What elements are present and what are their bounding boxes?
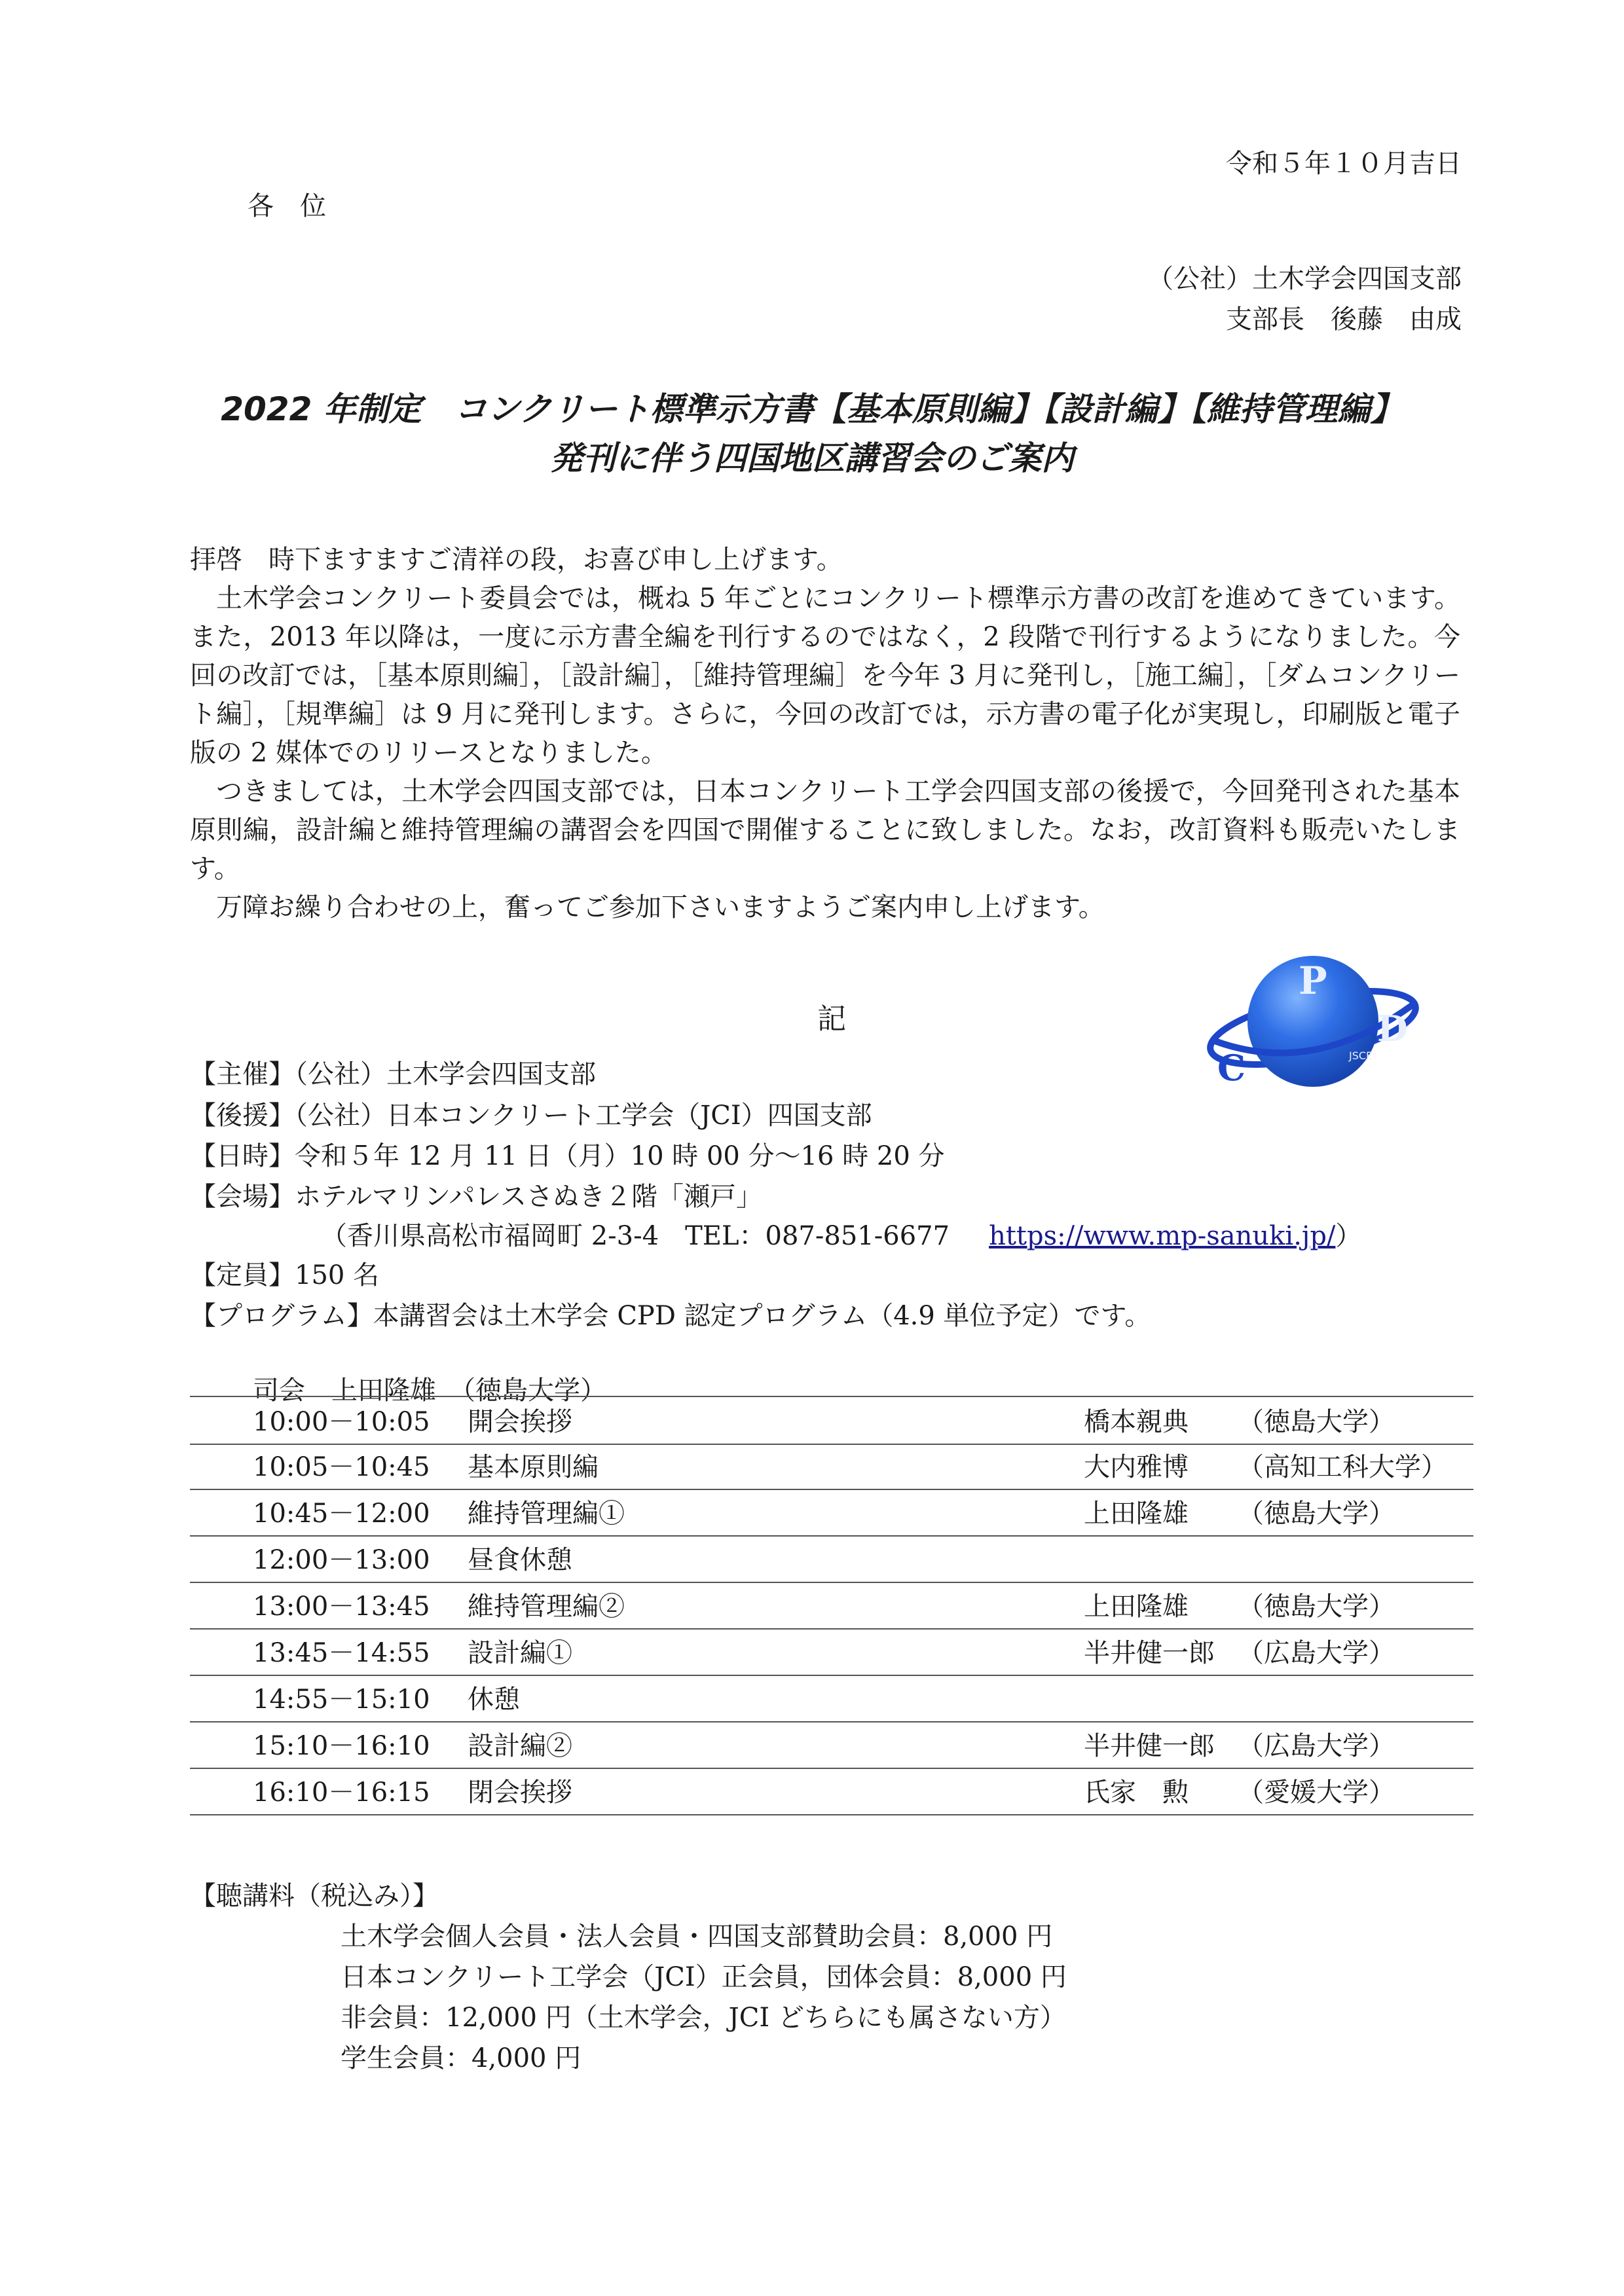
schedule-title: 基本原則編 (468, 1452, 599, 1482)
fee-heading: 【聴講料（税込み）】 (190, 1881, 439, 1911)
sender-org: （公社）土木学会四国支部 (1147, 264, 1462, 294)
schedule-time: 15:10－16:10 (253, 1731, 430, 1761)
schedule-time: 14:55－15:10 (253, 1685, 430, 1715)
fee-item: 日本コンクリート工学会（JCI）正会員，団体会員：8,000 円 (341, 1962, 1067, 1992)
venue-address: （香川県高松市福岡町 2-3-4 TEL：087-851-6677 (321, 1221, 950, 1251)
logo-letter-d: D (1377, 1008, 1408, 1049)
body-paragraph-1: 土木学会コンクリート委員会では，概ね 5 年ごとにコンクリート標準示方書の改訂を進めてきています。また，2013 年以降は，一度に示方書全編を刊行するのではなく，2 段階で刊行するようになりました。今回の改訂では，［基本原則編］，［設計編］，［維持管理編］を今年 3 月に発刊し，［施工編］，［ダムコンクリート編］，［規準編］は 9 月に発刊します。さらに，今回の改訂では，示方書の電子化が実現し，印刷版と電子版の 2 媒体でのリリースとなりました。 (190, 583, 1460, 768)
schedule-row (190, 1768, 1473, 1815)
document-title-line2: 発刊に伴う四国地区講習会のご案内 (550, 439, 1074, 477)
body-paragraph-2: つきましては，土木学会四国支部では，日本コンクリート工学会四国支部の後援で，今回発刊された基本原則編，設計編と維持管理編の講習会を四国で開催することに致しました。なお，改訂資料も販売いたします。 (190, 776, 1460, 884)
schedule-title: 維持管理編② (468, 1592, 625, 1622)
detail-address (321, 1218, 1361, 1254)
detail-host: 【主催】（公社）土木学会四国支部 (190, 1059, 596, 1089)
schedule-row (190, 1721, 1473, 1769)
schedule-speaker: 橋本親典 (1084, 1407, 1189, 1437)
cpd-logo (1202, 943, 1424, 1100)
ki-heading: 記 (817, 1002, 846, 1036)
schedule-title: 休憩 (468, 1685, 520, 1715)
fee-item: 非会員：12,000 円（土木学会，JCI どちらにも属さない方） (341, 2003, 1066, 2033)
fee-item: 学生会員：4,000 円 (341, 2043, 581, 2073)
schedule-chair: 司会 上田隆雄 （徳島大学） (253, 1376, 606, 1406)
detail-capacity: 【定員】150 名 (190, 1260, 380, 1290)
logo-jsce-text: JSCE (1349, 1049, 1373, 1062)
schedule-title: 設計編② (468, 1731, 572, 1761)
fee-item: 土木学会個人会員・法人会員・四国支部賛助会員：8,000 円 (341, 1922, 1053, 1952)
sender-name: 支部長 後藤 由成 (1226, 304, 1462, 335)
schedule-time: 10:45－12:00 (253, 1499, 430, 1529)
schedule-row (190, 1628, 1473, 1676)
schedule-affiliation: （徳島大学） (1238, 1592, 1395, 1622)
schedule-speaker: 氏家 勲 (1084, 1777, 1189, 1808)
schedule-affiliation: （広島大学） (1238, 1731, 1395, 1761)
schedule-affiliation: （徳島大学） (1238, 1499, 1395, 1529)
schedule-speaker: 上田隆雄 (1084, 1592, 1189, 1622)
schedule-affiliation: （徳島大学） (1238, 1407, 1395, 1437)
address-close: ） (1335, 1221, 1362, 1251)
schedule-title: 維持管理編① (468, 1499, 625, 1529)
document-title-line1: 2022 年制定 コンクリート標準示方書【基本原則編】【設計編】【維持管理編】 (221, 390, 1403, 428)
detail-venue: 【会場】ホテルマリンパレスさぬき２階「瀬戸」 (190, 1182, 762, 1212)
body-paragraph-3: 万障お繰り合わせの上，奮ってご参加下さいますようご案内申し上げます。 (216, 892, 1105, 922)
schedule-title: 閉会挨拶 (468, 1777, 572, 1808)
schedule-time: 12:00－13:00 (253, 1545, 430, 1575)
schedule-speaker: 半井健一郎 (1084, 1731, 1215, 1761)
schedule-title: 開会挨拶 (468, 1407, 572, 1437)
schedule-row (190, 1535, 1473, 1583)
schedule-affiliation: （高知工科大学） (1238, 1452, 1447, 1482)
body-text (190, 541, 1460, 927)
schedule-affiliation: （愛媛大学） (1238, 1777, 1395, 1808)
detail-datetime: 【日時】令和５年 12 月 11 日（月）10 時 00 分～16 時 20 分 (190, 1141, 945, 1171)
schedule-row (190, 1396, 1473, 1445)
schedule-speaker: 上田隆雄 (1084, 1499, 1189, 1529)
detail-support: 【後援】（公社）日本コンクリート工学会（JCI）四国支部 (190, 1101, 872, 1131)
schedule-speaker: 大内雅博 (1084, 1452, 1189, 1482)
schedule-title: 昼食休憩 (468, 1545, 572, 1575)
logo-letter-p: P (1299, 958, 1327, 1003)
schedule-row (190, 1675, 1473, 1722)
schedule-affiliation: （広島大学） (1238, 1638, 1395, 1668)
issue-date: 令和５年１０月吉日 (1226, 149, 1462, 179)
addressee: 各 位 (248, 191, 326, 221)
schedule-speaker: 半井健一郎 (1084, 1638, 1215, 1668)
greeting: 拝啓 時下ますますご清祥の段，お喜び申し上げます。 (190, 545, 843, 575)
schedule-time: 10:05－10:45 (253, 1452, 430, 1482)
venue-url-link[interactable]: https://www.mp-sanuki.jp/ (989, 1221, 1336, 1251)
schedule-time: 13:00－13:45 (253, 1592, 430, 1622)
schedule-row (190, 1489, 1473, 1537)
schedule-time: 13:45－14:55 (253, 1638, 430, 1668)
schedule-row (190, 1442, 1473, 1490)
logo-letter-c: C (1217, 1047, 1246, 1089)
detail-program: 【プログラム】本講習会は土木学会 CPD 認定プログラム（4.9 単位予定）です。 (190, 1301, 1151, 1331)
schedule-row (190, 1582, 1473, 1630)
schedule-time: 10:00－10:05 (253, 1407, 430, 1437)
schedule-time: 16:10－16:15 (253, 1777, 430, 1808)
schedule-title: 設計編① (468, 1638, 572, 1668)
